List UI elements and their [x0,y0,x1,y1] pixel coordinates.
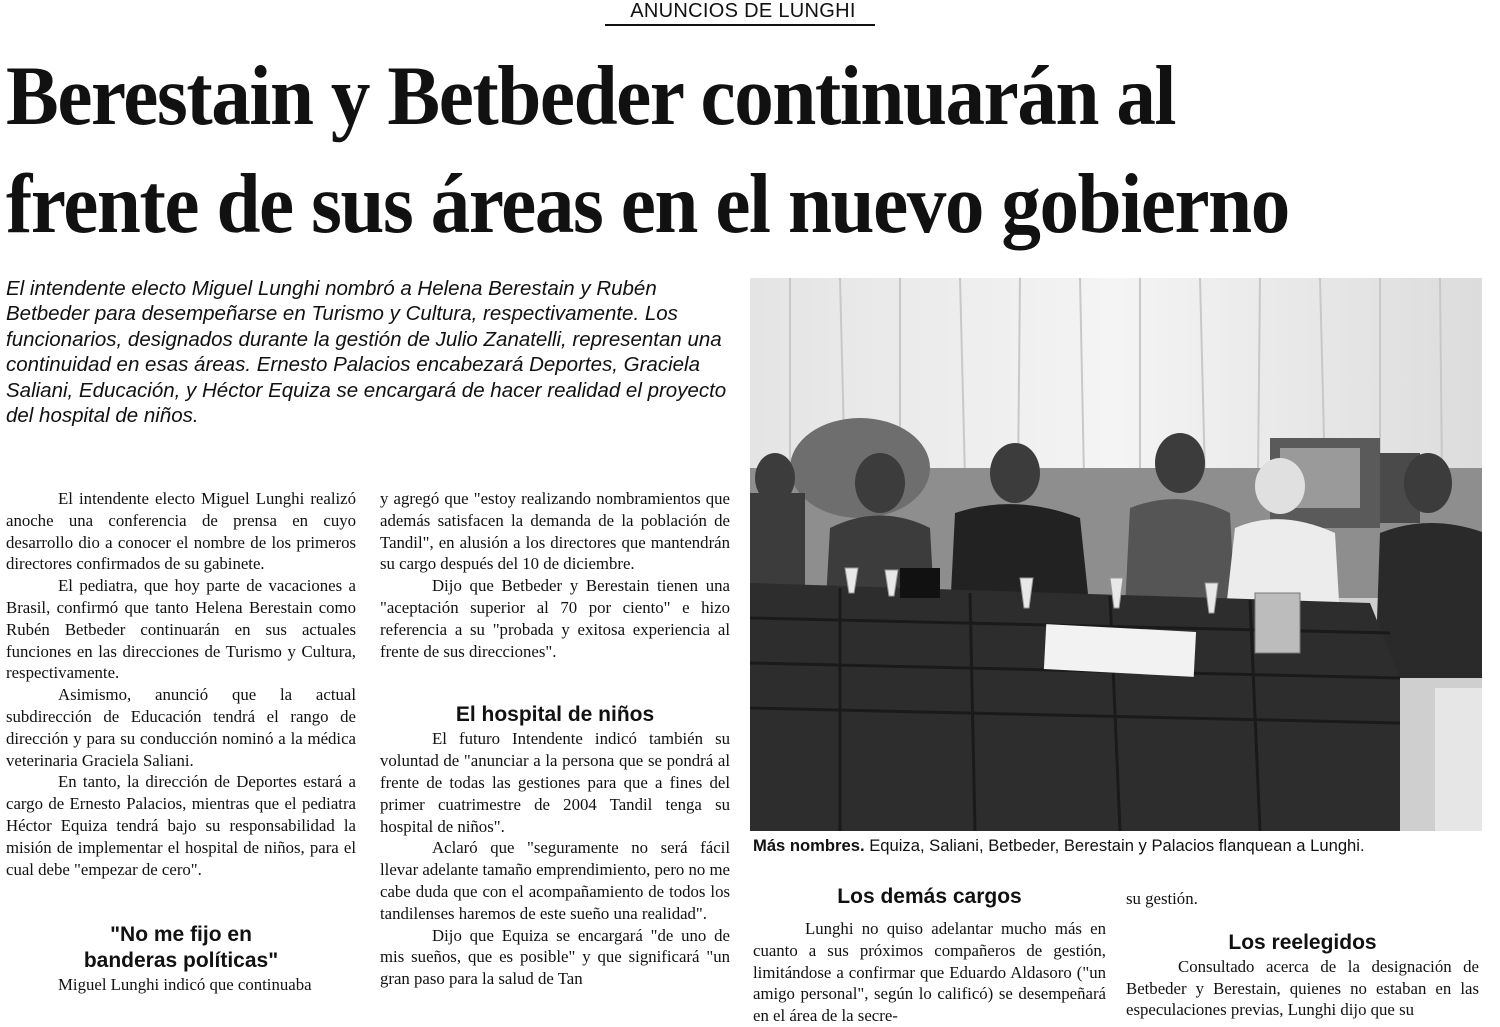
body-paragraph: Asimismo, anunció que la actual subdirección de Educación tendrá el rango de dirección y para su conducción nominó a la médica veterinaria Graciela Saliani. [6,685,356,770]
body-paragraph: El pediatra, que hoy parte de vacaciones a Brasil, confirmó que tanto Helena Berestain como Rubén Betbeder continuarán en sus actuales funciones en las direcciones de Turismo y Cultura, respectivamente. [6,576,356,683]
article-column-2 [380,488,730,990]
body-paragraph: su gestión. [1126,889,1198,908]
body-paragraph: Consultado acerca de la designación de Betbeder y Berestain, quienes no estaban en las especulaciones previas, Lunghi dijo que su [1126,956,1479,1020]
body-paragraph: Lunghi no quiso adelantar mucho más en cuanto a sus próximos compañeros de gestión, limitándose a confirmar que Eduardo Aldasoro ("un amigo personal", según lo calificó) se desempeñará en el área de la secre- [753,919,1106,1026]
section-label: ANUNCIOS DE LUNGHI [630,0,856,22]
subhead-hospital: El hospital de niños [455,703,655,727]
section-rule [605,24,875,26]
subhead-reelegidos: Los reelegidos [1228,930,1377,954]
press-conference-photo [750,278,1482,831]
body-paragraph: y agregó que "estoy realizando nombramientos que además satisfacen la demanda de la población de Tandil", en alusión a los directores que mantendrán su cargo después del 10 de diciembre. [380,489,730,574]
body-paragraph: El intendente electo Miguel Lunghi realizó anoche una conferencia de prensa en cuyo desarrollo dio a conocer el nombre de los primeros directores confirmados de su gabinete. [6,489,356,574]
caption-lead: Más nombres. [753,836,865,855]
body-paragraph: Dijo que Equiza se encargará "de uno de mis sueños, que es posible" y que significará "un gran paso para la salud de Tan [380,925,730,989]
body-paragraph: Aclaró que "seguramente no será fácil llevar adelante tamaño emprendimiento, pero no me cabe duda que con el acompañamiento de todos los tandilenses haremos de este sueño una realidad". [380,838,730,923]
headline-line-1: Berestain y Betbeder continuarán al [6,49,1176,143]
caption-text: Equiza, Saliani, Betbeder, Berestain y Palacios flanquean a Lunghi. [864,836,1365,855]
headline [6,42,1382,258]
article-column-3 [753,885,1106,1027]
lead-paragraph: El intendente electo Miguel Lunghi nombró a Helena Berestain y Rubén Betbeder para desempeñarse en Turismo y Cultura, respectivamente. Los funcionarios, designados durante la gestión de Julio Zanatelli, representan una continuidad en esas áreas. Ernesto Palacios encabezará Deportes, Graciela Saliani, Educación, y Héctor Equiza se encargará de hacer realidad el proyecto del hospital de niños. [6,277,727,428]
body-paragraph: En tanto, la dirección de Deportes estará a cargo de Ernesto Palacios, mientras que el pediatra Héctor Equiza tendrá bajo su responsabilidad la misión de implementar el hospital de niños, para el cual debe "empezar de cero". [6,772,356,879]
article-column-1 [6,488,356,996]
body-paragraph: El futuro Intendente indicó también su voluntad de "anunciar a la persona que se pondrá al frente de todas las gestiones para que a fines del primer cuatrimestre de 2004 Tandil tenga su hospital de niños". [380,729,730,836]
body-paragraph: Dijo que Betbeder y Berestain tienen una "aceptación superior al 70 por ciento" e hizo referencia a su "probada y exitosa experiencia al frente de sus direcciones". [380,576,730,661]
photo-caption [753,835,1488,857]
article-column-4 [1126,888,1479,1021]
subhead-banderas [6,922,356,974]
headline-line-2: frente de sus áreas en el nuevo gobierno [6,157,1289,251]
subhead-demas-cargos: Los demás cargos [837,885,1022,908]
subhead-line-2: banderas políticas" [83,949,279,973]
subhead-line-1: "No me fijo en [110,923,252,947]
body-paragraph: Miguel Lunghi indicó que continuaba [58,975,312,995]
